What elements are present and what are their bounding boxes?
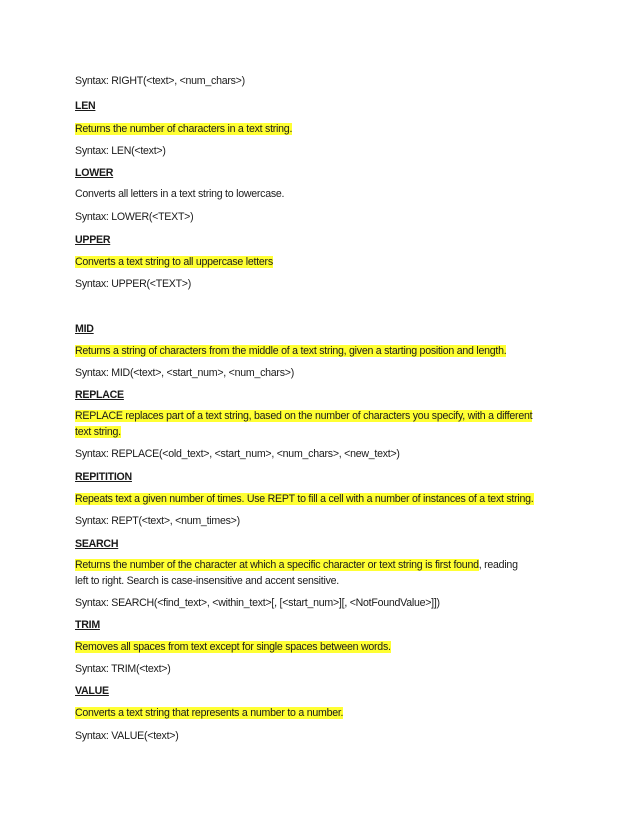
replace-description-line2: text string.	[75, 426, 121, 438]
search-description-highlighted: Returns the number of the character at which a specific character or text string is first found	[75, 559, 479, 571]
replace-description	[75, 408, 565, 440]
len-description	[75, 122, 292, 136]
replace-heading: REPLACE	[75, 389, 124, 401]
upper-syntax: Syntax: UPPER(<TEXT>)	[75, 278, 192, 290]
mid-description-text: Returns a string of characters from the middle of a text string, given a starting position and length.	[75, 345, 507, 357]
lower-heading: LOWER	[75, 167, 114, 179]
search-description	[75, 557, 565, 589]
trim-description	[75, 640, 391, 654]
replace-description-line1: REPLACE replaces part of a text string, based on the number of characters you specify, with a different	[75, 410, 533, 422]
repitition-description-text: Repeats text a given number of times. Use REPT to fill a cell with a number of instances of a text string.	[75, 493, 534, 505]
upper-description-text: Converts a text string to all uppercase letters	[75, 256, 273, 268]
trim-syntax: Syntax: TRIM(<text>)	[75, 663, 171, 675]
lower-syntax: Syntax: LOWER(<TEXT>)	[75, 211, 194, 223]
mid-syntax: Syntax: MID(<text>, <start_num>, <num_chars>)	[75, 367, 294, 379]
len-syntax: Syntax: LEN(<text>)	[75, 145, 166, 157]
upper-heading: UPPER	[75, 234, 111, 246]
value-heading: VALUE	[75, 685, 109, 697]
len-description-text: Returns the number of characters in a text string.	[75, 123, 293, 135]
search-description-rest: , reading	[478, 559, 518, 571]
search-description-line2: left to right. Search is case-insensitive and accent sensitive.	[75, 575, 339, 587]
repitition-heading: REPITITION	[75, 471, 132, 483]
upper-description	[75, 255, 273, 269]
mid-heading: MID	[75, 323, 94, 335]
trim-description-text: Removes all spaces from text except for single spaces between words.	[75, 641, 391, 653]
search-heading: SEARCH	[75, 538, 119, 550]
replace-syntax: Syntax: REPLACE(<old_text>, <start_num>, <num_chars>, <new_text>)	[75, 448, 400, 460]
value-description	[75, 706, 343, 720]
search-syntax: Syntax: SEARCH(<find_text>, <within_text>[, [<start_num>][, <NotFoundValue>]])	[75, 597, 440, 609]
repitition-description	[75, 492, 534, 506]
lower-description: Converts all letters in a text string to lowercase.	[75, 188, 285, 200]
trim-heading: TRIM	[75, 619, 100, 631]
value-description-text: Converts a text string that represents a number to a number.	[75, 707, 344, 719]
value-syntax: Syntax: VALUE(<text>)	[75, 730, 179, 742]
rept-syntax: Syntax: REPT(<text>, <num_times>)	[75, 515, 240, 527]
mid-description	[75, 344, 506, 358]
len-heading: LEN	[75, 100, 96, 112]
right-syntax: Syntax: RIGHT(<text>, <num_chars>)	[75, 75, 245, 87]
